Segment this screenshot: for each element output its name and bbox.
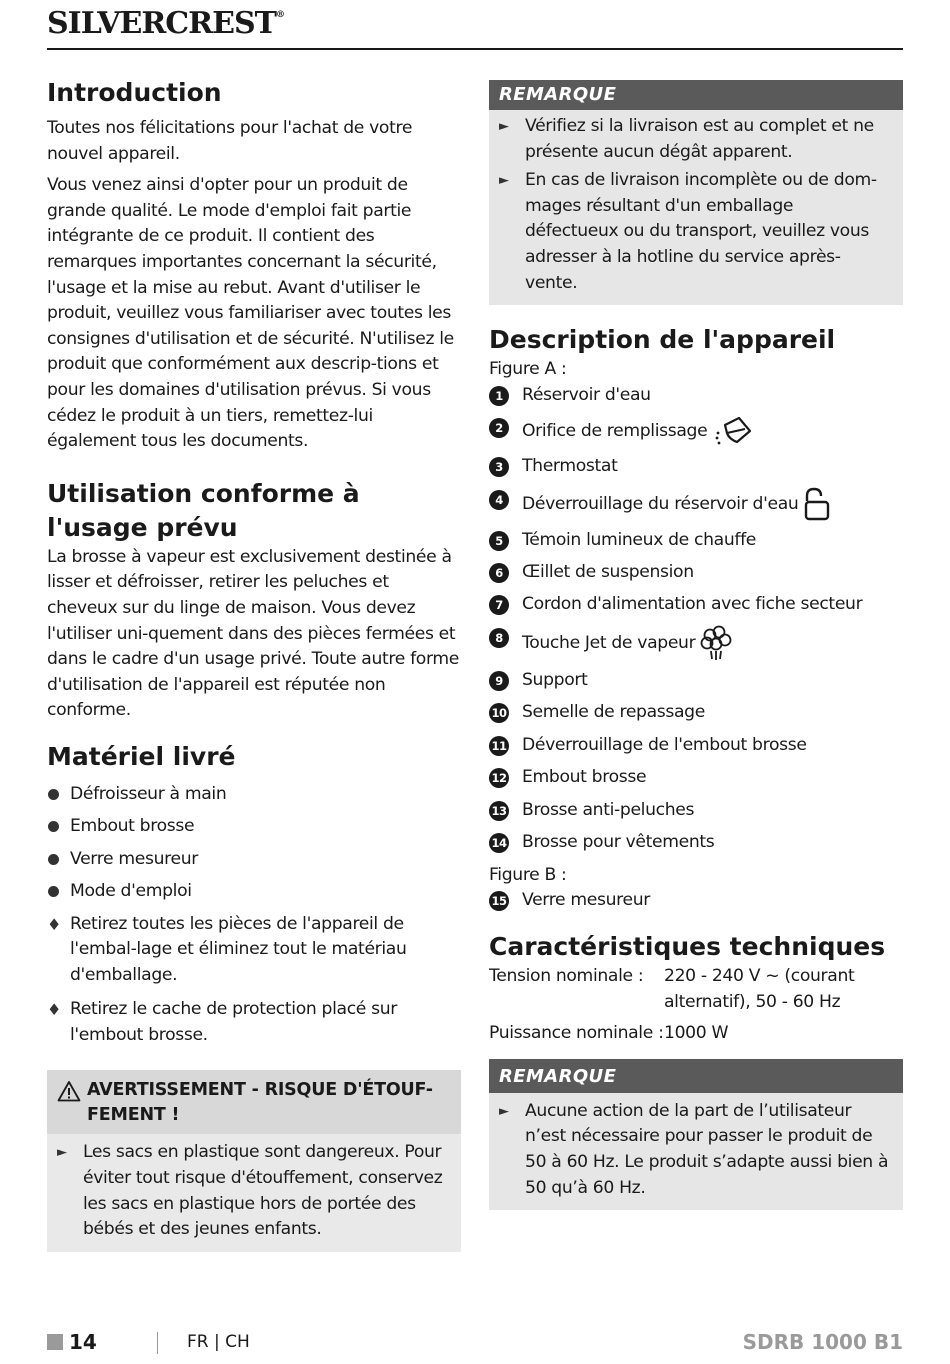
part-number-badge: 15 bbox=[489, 891, 509, 911]
arrow-icon: ► bbox=[57, 1145, 67, 1161]
note-title-2: REMARQUE bbox=[489, 1059, 903, 1093]
page-header bbox=[47, 4, 903, 50]
part-item bbox=[489, 383, 903, 409]
figure-b-label: Figure B : bbox=[489, 864, 567, 885]
warning-item bbox=[57, 1140, 449, 1242]
warning-box bbox=[47, 1070, 461, 1251]
language-code: FR | CH bbox=[187, 1332, 250, 1352]
list-item-label: Verre mesureur bbox=[70, 848, 198, 869]
part-number-badge: 13 bbox=[489, 801, 509, 821]
part-label: Orifice de remplissage bbox=[522, 421, 708, 442]
part-label: Réservoir d'eau bbox=[522, 384, 651, 405]
model-number: SDRB 1000 B1 bbox=[742, 1330, 903, 1354]
part-number-badge: 10 bbox=[489, 703, 509, 723]
part-number-badge: 2 bbox=[489, 418, 509, 438]
steam-icon bbox=[699, 625, 733, 661]
part-label: Œillet de suspension bbox=[522, 561, 694, 582]
list-item-label: Mode d'emploi bbox=[70, 881, 192, 902]
part-number-badge: 12 bbox=[489, 768, 509, 788]
part-label: Support bbox=[522, 669, 588, 690]
spec-key: Puissance nominale : bbox=[489, 1023, 664, 1044]
part-item bbox=[489, 528, 903, 554]
arrow-icon: ► bbox=[499, 173, 509, 189]
figure-a-label: Figure A : bbox=[489, 359, 567, 380]
part-number-badge: 1 bbox=[489, 386, 509, 406]
delivery-list bbox=[47, 778, 461, 908]
description-title: Description de l'appareil bbox=[489, 325, 836, 355]
part-item bbox=[489, 454, 903, 480]
part-label: Embout brosse bbox=[522, 767, 647, 788]
bullet-icon bbox=[48, 854, 59, 865]
unlock-icon bbox=[802, 487, 832, 521]
note-title-1: REMARQUE bbox=[489, 80, 903, 110]
spec-value: 1000 W bbox=[664, 1023, 729, 1044]
arrow-icon: ► bbox=[499, 119, 509, 134]
part-number-badge: 3 bbox=[489, 457, 509, 477]
introduction-title: Introduction bbox=[47, 78, 222, 107]
list-item bbox=[47, 843, 461, 875]
warning-header bbox=[47, 1070, 461, 1134]
part-item bbox=[489, 415, 903, 447]
part-item bbox=[489, 592, 903, 618]
specs-title: Caractéristiques techniques bbox=[489, 931, 886, 961]
part-number-badge: 5 bbox=[489, 531, 509, 551]
part-item bbox=[489, 487, 903, 521]
footer-square-icon bbox=[47, 1334, 63, 1350]
step-item bbox=[47, 912, 461, 989]
registered-mark: ® bbox=[275, 10, 285, 20]
list-item-label: Embout brosse bbox=[70, 816, 195, 837]
list-item-label: Défroisseur à main bbox=[70, 783, 227, 804]
note-item bbox=[499, 168, 891, 296]
warning-body bbox=[47, 1134, 461, 1251]
list-item bbox=[47, 810, 461, 842]
page-number: 14 bbox=[69, 1330, 97, 1354]
introduction-paragraph-2: Vous venez ainsi d'opter pour un produit de grande qualité. Le mode d'emploi fait partie intégrante de ce produit. Il contient des remarques importantes concernant la sécurité, l'usage et la mise au rebut. Avant d'utiliser le produit, veuillez vous familiariser avec toutes les consignes d'utilisation et de sécurité. N'utilisez le produit que conformément aux descrip-tions et pour les domaines d'utilisation prévus. Si vous cédez le produit à un tiers, remettez-lui également tous les documents. bbox=[47, 175, 454, 452]
spec-row bbox=[489, 1021, 903, 1047]
note-box-1 bbox=[489, 80, 903, 305]
delivery-title: Matériel livré bbox=[47, 741, 236, 771]
part-number-badge: 8 bbox=[489, 628, 509, 648]
step-text: Retirez toutes les pièces de l'appareil de l'embal-lage et éliminez tout le matériau d'emballage. bbox=[70, 913, 407, 985]
left-column bbox=[47, 76, 461, 1252]
diamond-icon: ♦ bbox=[47, 914, 61, 934]
step-item bbox=[47, 997, 461, 1048]
part-number-badge: 14 bbox=[489, 833, 509, 853]
note-item bbox=[499, 1099, 891, 1201]
page-footer bbox=[47, 1328, 903, 1358]
part-label: Cordon d'alimentation avec fiche secteur bbox=[522, 594, 863, 615]
part-number-badge: 11 bbox=[489, 736, 509, 756]
spec-key: Tension nominale : bbox=[489, 965, 644, 986]
right-column bbox=[489, 80, 903, 1210]
delivery-steps bbox=[47, 912, 461, 1049]
brand-name: SILVERCREST bbox=[47, 6, 276, 41]
part-item bbox=[489, 798, 903, 824]
part-label: Thermostat bbox=[522, 456, 618, 477]
part-label: Brosse anti-peluches bbox=[522, 799, 695, 820]
part-item bbox=[489, 625, 903, 661]
note-body-2 bbox=[489, 1093, 903, 1210]
warning-triangle-icon bbox=[57, 1080, 81, 1102]
brand-logo bbox=[47, 6, 285, 41]
part-label: Déverrouillage de l'embout brosse bbox=[522, 734, 807, 755]
footer-divider bbox=[157, 1332, 158, 1354]
part-item bbox=[489, 888, 903, 914]
spec-row bbox=[489, 964, 903, 1015]
part-item bbox=[489, 830, 903, 856]
diamond-icon: ♦ bbox=[47, 1000, 61, 1020]
part-label: Touche Jet de vapeur bbox=[522, 632, 696, 653]
note-text: Aucune action de la part de l’utilisateur n’est nécessaire pour passer le produit de 50 à 60 Hz. Le produit s’adapte aussi bien à 50 qu’à 60 Hz. bbox=[525, 1100, 889, 1198]
part-item bbox=[489, 700, 903, 726]
part-item bbox=[489, 765, 903, 791]
step-text: Retirez le cache de protection placé sur l'embout brosse. bbox=[70, 999, 398, 1045]
list-item bbox=[47, 875, 461, 907]
bullet-icon bbox=[48, 789, 59, 800]
intended-use-title: Utilisation conforme à l'usage prévu bbox=[47, 478, 360, 542]
parts-list-b bbox=[489, 888, 903, 914]
introduction-paragraph-1: Toutes nos félicitations pour l'achat de votre nouvel appareil. bbox=[47, 118, 413, 164]
part-number-badge: 6 bbox=[489, 563, 509, 583]
list-item bbox=[47, 778, 461, 810]
spec-value: 220 - 240 V ~ (courant alternatif), 50 - 60 Hz bbox=[664, 965, 855, 1012]
warning-text: Les sacs en plastique sont dangereux. Pour éviter tout risque d'étouffement, conservez les sacs en plastique hors de portée des bébés et des jeunes enfants. bbox=[83, 1142, 443, 1240]
part-number-badge: 7 bbox=[489, 595, 509, 615]
bullet-icon bbox=[48, 886, 59, 897]
part-label: Déverrouillage du réservoir d'eau bbox=[522, 493, 799, 514]
part-label: Brosse pour vêtements bbox=[522, 832, 715, 853]
note-text: Vérifiez si la livraison est au complet et ne présente aucun dégât apparent. bbox=[525, 116, 874, 162]
part-label: Semelle de repassage bbox=[522, 702, 705, 723]
note-body-1 bbox=[489, 110, 903, 305]
part-label: Verre mesureur bbox=[522, 890, 650, 911]
parts-list-a bbox=[489, 383, 903, 856]
part-label: Témoin lumineux de chauffe bbox=[522, 529, 757, 550]
part-item bbox=[489, 668, 903, 694]
fill-opening-icon bbox=[713, 415, 753, 447]
arrow-icon: ► bbox=[499, 1103, 509, 1119]
note-item bbox=[499, 114, 891, 165]
note-box-2 bbox=[489, 1059, 903, 1210]
part-item bbox=[489, 733, 903, 759]
bullet-icon bbox=[48, 821, 59, 832]
part-number-badge: 4 bbox=[489, 490, 509, 510]
note-text: En cas de livraison incomplète ou de dom-mages résultant d'un emballage défectueux ou du transport, veuillez vous adresser à la hotline du service après-vente. bbox=[525, 170, 877, 293]
intended-use-text: La brosse à vapeur est exclusivement destinée à lisser et défroisser, retirer les peluches et cheveux sur du linge de maison. Vous devez l'utiliser uni-quement dans des pièces fermées et dans le cadre d'un usage privé. Toute autre forme d'utilisation de l'appareil est réputée non conforme. bbox=[47, 546, 459, 721]
part-number-badge: 9 bbox=[489, 671, 509, 691]
part-item bbox=[489, 560, 903, 586]
warning-title: AVERTISSEMENT - RISQUE D'ÉTOUF-FEMENT ! bbox=[87, 1080, 433, 1126]
